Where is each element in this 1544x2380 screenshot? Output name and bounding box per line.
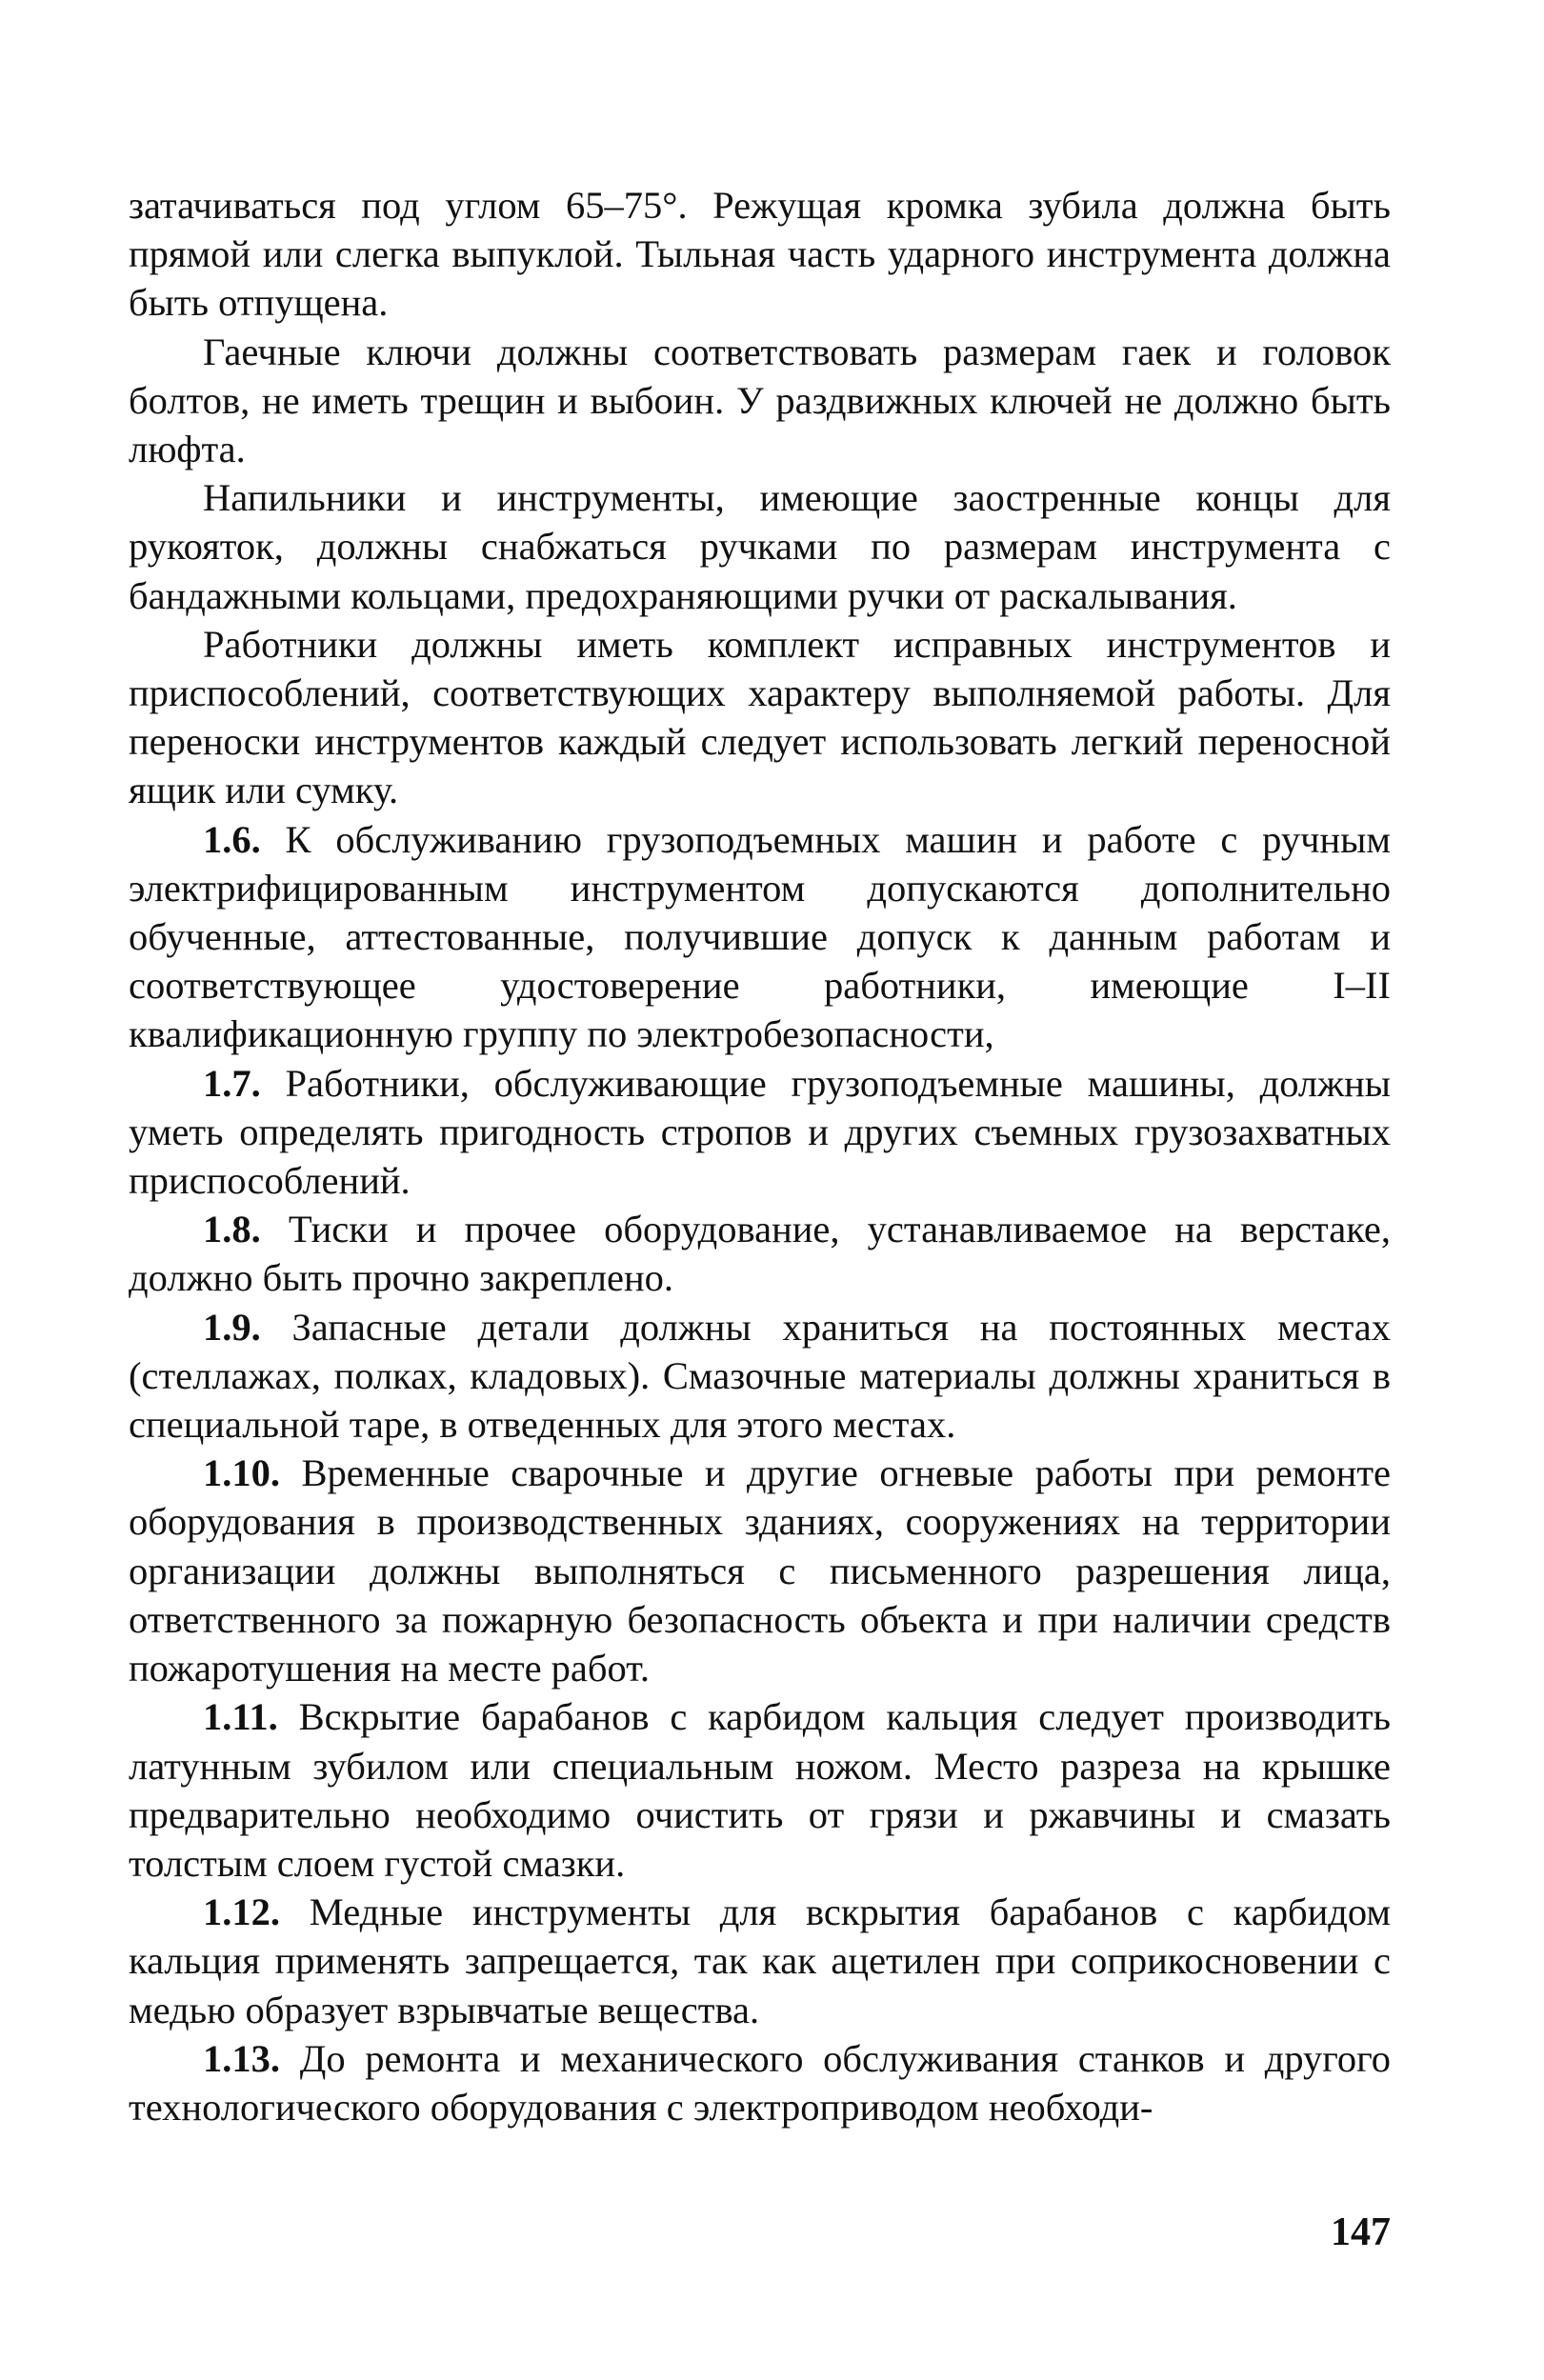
- paragraph-1-10: 1.10. Временные сварочные и другие огневые работы при ремонте оборудования в производственных зданиях, сооружениях на территории организации должны выполняться с письменного разрешения лица, ответственного за пожарную безопасность объекта и при наличии средств пожаротушения на месте работ.: [129, 1451, 1391, 1690]
- section-number: 1.8.: [203, 1208, 261, 1251]
- paragraph-files-handles: Напильники и инструменты, имеющие заостренные концы для рукояток, должны снабжаться ручками по размерам инструмента с бандажными кольцами, предохраняющими ручки от раскалывания.: [129, 476, 1391, 617]
- paragraph-1-9: 1.9. Запасные детали должны храниться на постоянных местах (стеллажах, полках, кладовых). Смазочные материалы должны храниться в специальной таре, в отведенных для этого местах.: [129, 1305, 1391, 1447]
- paragraph-tool-kit: Работники должны иметь комплект исправных инструментов и приспособлений, соответствующих характеру выполняемой работы. Для переноски инструментов каждый следует использовать легкий переносной ящик или сумку.: [129, 622, 1391, 812]
- section-number: 1.12.: [203, 1890, 280, 1934]
- section-number: 1.13.: [203, 2036, 280, 2080]
- paragraph-1-11: 1.11. Вскрытие барабанов с карбидом кальция следует производить латунным зубилом или специальным ножом. Место разреза на крышке предварительно необходимо очистить от грязи и ржавчины и смазать толстым слоем густой смазки.: [129, 1695, 1391, 1885]
- section-number: 1.10.: [203, 1451, 280, 1495]
- section-number: 1.9.: [203, 1305, 261, 1349]
- page-number: 147: [1331, 2210, 1391, 2254]
- paragraph-1-6: 1.6. К обслуживанию грузоподъемных машин и работе с ручным электрифицированным инструментом допускаются дополнительно обученные, аттестованные, получившие допуск к данным работам и соответствующее удостоверение работники, имеющие I–II квалификационную группу по электробезопасности,: [129, 817, 1391, 1056]
- section-number: 1.11.: [203, 1695, 278, 1739]
- paragraph-1-13: 1.13. До ремонта и механического обслуживания станков и другого технологического оборудования с электроприводом необходи-: [129, 2036, 1391, 2129]
- paragraph-continuation: затачиваться под углом 65–75°. Режущая кромка зубила должна быть прямой или слегка выпуклой. Тыльная часть ударного инструмента должна быть отпущена.: [129, 184, 1391, 325]
- paragraph-wrenches: Гаечные ключи должны соответствовать размерам гаек и головок болтов, не иметь трещин и выбоин. У раздвижных ключей не должно быть люфта.: [129, 330, 1391, 471]
- paragraph-1-8: 1.8. Тиски и прочее оборудование, устанавливаемое на верстаке, должно быть прочно закреплено.: [129, 1208, 1391, 1300]
- paragraph-1-12: 1.12. Медные инструменты для вскрытия барабанов с карбидом кальция применять запрещается, так как ацетилен при соприкосновении с медью образует взрывчатые вещества.: [129, 1890, 1391, 2031]
- section-number: 1.6.: [203, 817, 261, 861]
- page-body: [129, 181, 1391, 2131]
- paragraph-1-7: 1.7. Работники, обслуживающие грузоподъемные машины, должны уметь определять пригодность стропов и других съемных грузозахватных приспособлений.: [129, 1061, 1391, 1203]
- section-number: 1.7.: [203, 1061, 261, 1105]
